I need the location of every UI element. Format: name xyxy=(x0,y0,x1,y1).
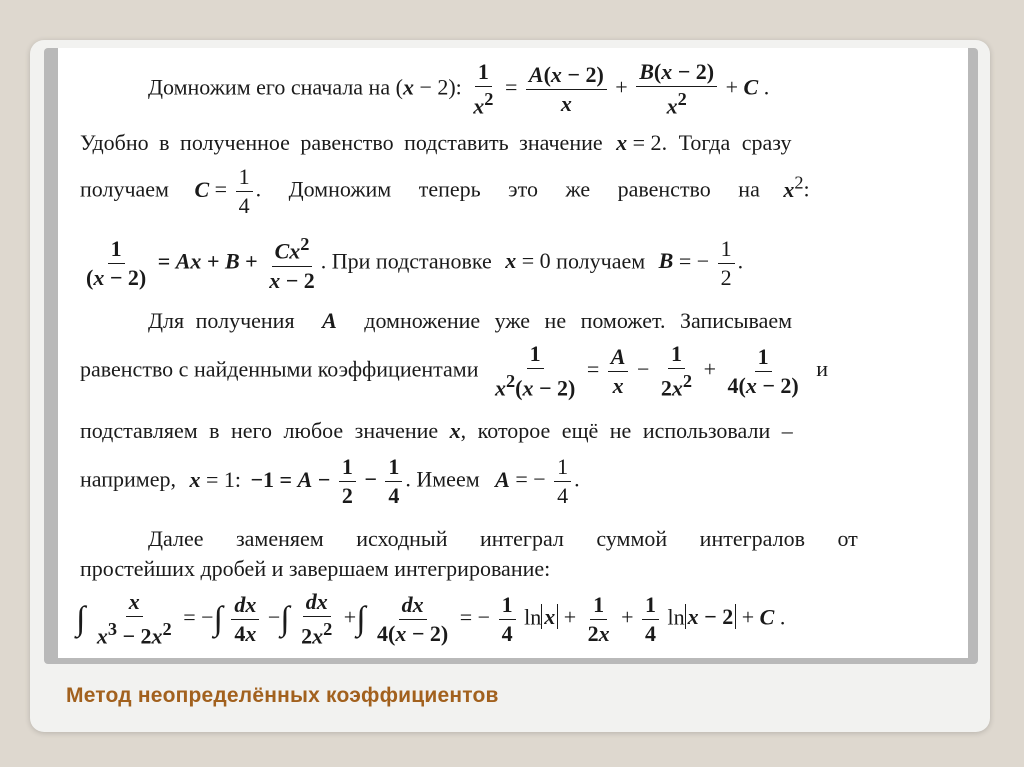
line-8: например, x = 1: −1 = A − $\frac{1}{2}$ − $\frac{1}{4}$ . Имеем A = − $\frac{1}{4}$ . xyxy=(80,454,580,509)
text-l1: Домножим его сначала на xyxy=(148,74,391,100)
text-l10: простейших дробей и завершаем интегрирование: xyxy=(80,556,551,581)
slide-title: Метод неопределённых коэффициентов xyxy=(66,684,499,707)
text-l9: Далее заменяем исходный интеграл суммой интегралов от xyxy=(148,526,858,551)
text-l4a: . При подстановке xyxy=(320,248,492,274)
line-7: подставляем в него любое значение x, которое ещё не использовали – xyxy=(80,418,793,443)
text-l8b: . Имеем xyxy=(405,466,480,492)
text-l2b: . Тогда сразу xyxy=(661,130,792,155)
text-l6b: и xyxy=(816,356,828,382)
text-l7: подставляем в него любое значение xyxy=(80,418,439,443)
line-3: получаем C = $\frac{1}{4}$ . Домножим теперь это же равенство на $x^2$: xyxy=(80,164,810,219)
line-9 xyxy=(148,526,858,552)
integral-line: ∫ $\frac{x}{x^3 - 2x^2}$ = −∫ $\frac{dx}{4x}$ −∫ $\frac{dx}{2x^2}$ +∫ $\frac{dx}{4(x - 2)}$ = − $\frac{1}{4}$ ln x + $\frac{1}{2x}$ + $\frac{1}{4}$ ln x − 2 + C . xyxy=(76,589,786,649)
text-l3b: . Домножим теперь это же равенство на xyxy=(255,176,760,202)
text-l3a: получаем xyxy=(80,176,169,202)
text-l5a: Для получения xyxy=(148,308,295,333)
line-2: Удобно в полученное равенство подставить значение x = 2. Тогда сразу xyxy=(80,130,792,155)
text-l2a: Удобно в полученное равенство подставить значение xyxy=(80,130,603,155)
text-l4b: получаем xyxy=(556,248,646,274)
line-1: Домножим его сначала на (x − 2): $\frac{1}{x^2}$ = $\frac{A(x - 2)}{x}$ + $\frac{B(x - 2)}{x^2}$ + C . xyxy=(148,59,770,119)
line-5: Для получения A домножение уже не поможет. Записываем xyxy=(148,308,793,333)
text-l6a: равенство с найденными коэффициентами xyxy=(80,356,479,382)
line-10 xyxy=(80,556,550,582)
text-l5b: домножение уже не поможет. Записываем xyxy=(364,308,793,333)
line-4: $\frac{1}{(x - 2)}$ = Ax + B + $\frac{Cx^2}{x - 2}$ . При подстановке x = 0 получаем B = − $\frac{1}{2}$ . xyxy=(86,234,744,293)
line-6: равенство с найденными коэффициентами $\frac{1}{x^2(x - 2)}$ = $\frac{A}{x}$ − $\frac{1}{2x^2}$ + $\frac{1}{4(x - 2)}$ и xyxy=(80,341,828,401)
text-l8a: например, xyxy=(80,466,176,492)
text-l7b: , которое ещё не использовали – xyxy=(460,418,793,443)
